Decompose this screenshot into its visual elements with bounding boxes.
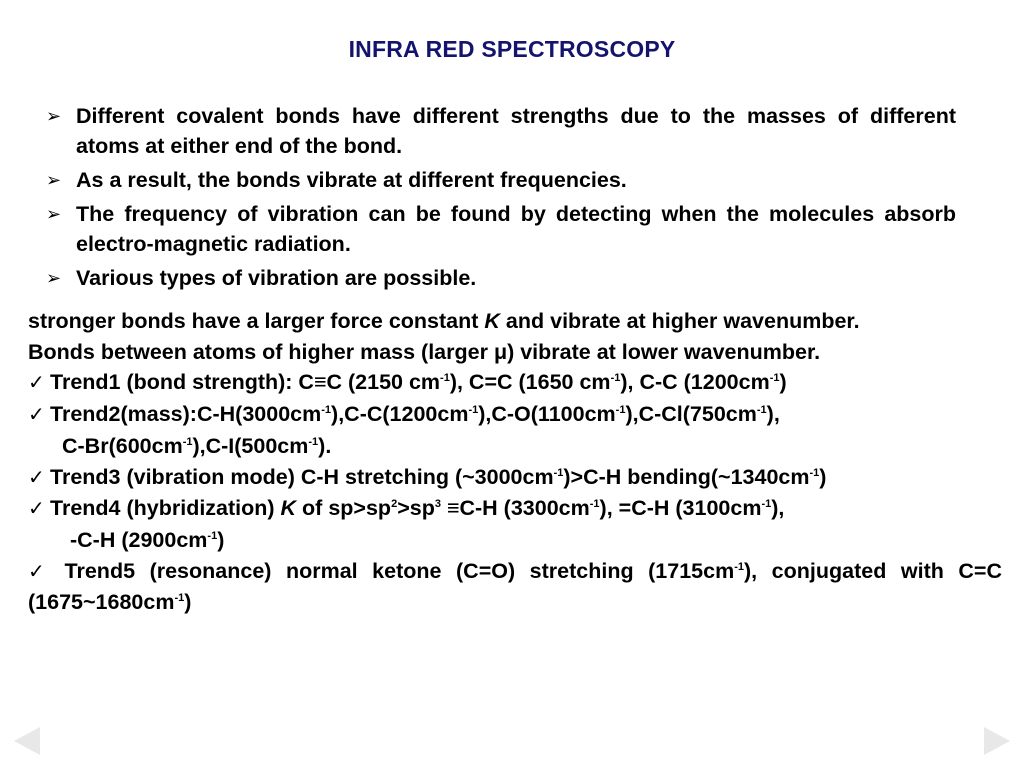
checkmark-icon: ✓ [28,372,45,395]
checkmark-icon: ✓ [28,404,45,427]
bullet-list [44,101,956,297]
bullet-item [44,165,956,195]
checkmark-icon: ✓ [28,466,45,489]
bullet-text: The frequency of vibration can be found by detecting when the molecules absorb electro-magnetic radiation. [76,202,956,256]
trend1-line: ✓ Trend1 (bond strength): C≡C (2150 $cm^{-1}$), C=C (1650 $cm^{-1}$), C-C $(1200cm^{-1})$ [28,367,1002,399]
bullet-text: Different covalent bonds have different strengths due to the masses of different atoms at either end of the bond. [76,104,956,158]
force-constant-paragraph: stronger bonds have a larger force constant K and vibrate at higher wavenumber. [28,309,860,333]
trend2-continuation: $C-Br(600cm^{-1}),C-I(500cm^{-1})$. [62,433,332,458]
bullet-item [44,101,956,161]
checkmark-icon: ✓ [28,498,45,521]
body-text [28,306,1002,618]
left-triangle-icon[interactable] [14,727,40,755]
arrowhead-bullet-icon: ➢ [46,268,62,288]
checkmark-icon: ✓ [28,560,45,583]
trend5-line: ✓ Trend5 (resonance) normal ketone (C=O) stretching $(1715cm^{-1})$, conjugated with C=C $(1675\sim 1680cm^{-1})$ [28,558,1003,615]
arrowhead-bullet-icon: ➢ [46,170,62,190]
mass-paragraph: Bonds between atoms of higher mass (larger μ) vibrate at lower wavenumber. [28,339,821,364]
bullet-item [44,263,956,293]
trend3-line: ✓ Trend3 (vibration mode) C-H stretching $(\sim 3000cm^{-1})>C-H$ $bending(\sim 1340cm^{-1})$ [28,462,1002,494]
trend4-line: ✓ Trend4 (hybridization) K of $sp>sp^2>sp^3 \equiv C-H$ $(3300cm^{-1})$, =C-H $(3100cm^{-1})$, [28,493,1002,525]
bullet-item [44,199,956,259]
arrowhead-bullet-icon: ➢ [46,106,62,126]
trend4-continuation: -C-H $(2900cm^{-1})$ [70,527,225,552]
arrowhead-bullet-icon: ➢ [46,204,62,224]
right-triangle-icon[interactable] [984,727,1010,755]
trend2-line: ✓ $Trend2(mass):C-H(3000cm^{-1}),C-C(1200cm^{-1}),C-O(1100cm^{-1}),C-Cl(750cm^{-1})$, [28,399,1002,431]
slide-title: INFRA RED SPECTROSCOPY [348,36,676,62]
bullet-text: As a result, the bonds vibrate at different frequencies. [76,168,627,192]
bullet-text: Various types of vibration are possible. [76,266,477,290]
